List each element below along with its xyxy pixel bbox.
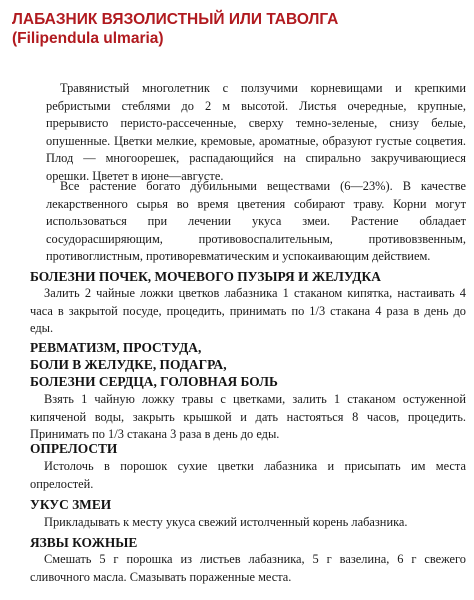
section-text-rheumatism: Взять 1 чайную ложку травы с цветками, залить 1 стаканом остуженной кипяченой воды, закрыть крышкой и дать настояться 8 часов, процедить. Принимать по 1/3 стакана 3 раза в день до еды. <box>30 392 466 442</box>
section-heading-rheumatism-line1: РЕВМАТИЗМ, ПРОСТУДА, <box>30 340 202 355</box>
intro-paragraph: Травянистый многолетник с ползучими корневищами и крепкими ребристыми стеблями до 2 м высотой. Листья очередные, крупные, прерывисто перисто-рассеченные, сверху темно-зеленые, снизу белые, опушенные. Цветки мелкие, кремовые, ароматные, образуют густые соцветия. Плод — многоорешек, распадающийся на спирально закручивающиеся орешки. Цветет в июне—августе. <box>46 81 466 183</box>
section-text-skin-ulcers: Смешать 5 г порошка из листьев лабазника, 5 г вазелина, 6 г свежего сливочного масла. Смазывать пораженные места. <box>30 552 466 584</box>
section-heading-skin-ulcers: ЯЗВЫ КОЖНЫЕ <box>30 535 138 550</box>
title-latin-name: (Filipendula ulmaria) <box>12 30 164 47</box>
title-line-1: ЛАБАЗНИК ВЯЗОЛИСТНЫЙ ИЛИ ТАВОЛГА <box>12 11 339 28</box>
intro-paragraph-2: Все растение богато дубильными веществами (6—23%). В качестве лекарственного сырья во время цветения собирают траву. Корни могут использоваться при лечении укуса змеи. Растение обладает сосудорасширяющим, противовоспалительным, противовзвенным, противоглистным, противоревматическим и успокаивающим действием. <box>46 179 466 264</box>
section-heading-kidneys: БОЛЕЗНИ ПОЧЕК, МОЧЕВОГО ПУЗЫРЯ И ЖЕЛУДКА <box>30 269 381 284</box>
page-title <box>12 10 464 48</box>
section-heading-rheumatism-line3: БОЛЕЗНИ СЕРДЦА, ГОЛОВНАЯ БОЛЬ <box>30 374 278 389</box>
section-heading-rheumatism-line2: БОЛИ В ЖЕЛУДКЕ, ПОДАГРА, <box>30 357 227 372</box>
section-heading-diaper-rash: ОПРЕЛОСТИ <box>30 441 118 456</box>
section-text-diaper-rash: Истолочь в порошок сухие цветки лабазника и присыпать им места опрелостей. <box>30 459 466 491</box>
section-heading-snake-bite: УКУС ЗМЕИ <box>30 497 112 512</box>
section-text-snake-bite: Прикладывать к месту укуса свежий истолченный корень лабазника. <box>44 515 408 529</box>
section-text-kidneys: Залить 2 чайные ложки цветков лабазника 1 стаканом кипятка, настаивать 4 часа в закрытой посуде, процедить, принимать по 1/3 стакана 4 раза в день до еды. <box>30 286 466 336</box>
